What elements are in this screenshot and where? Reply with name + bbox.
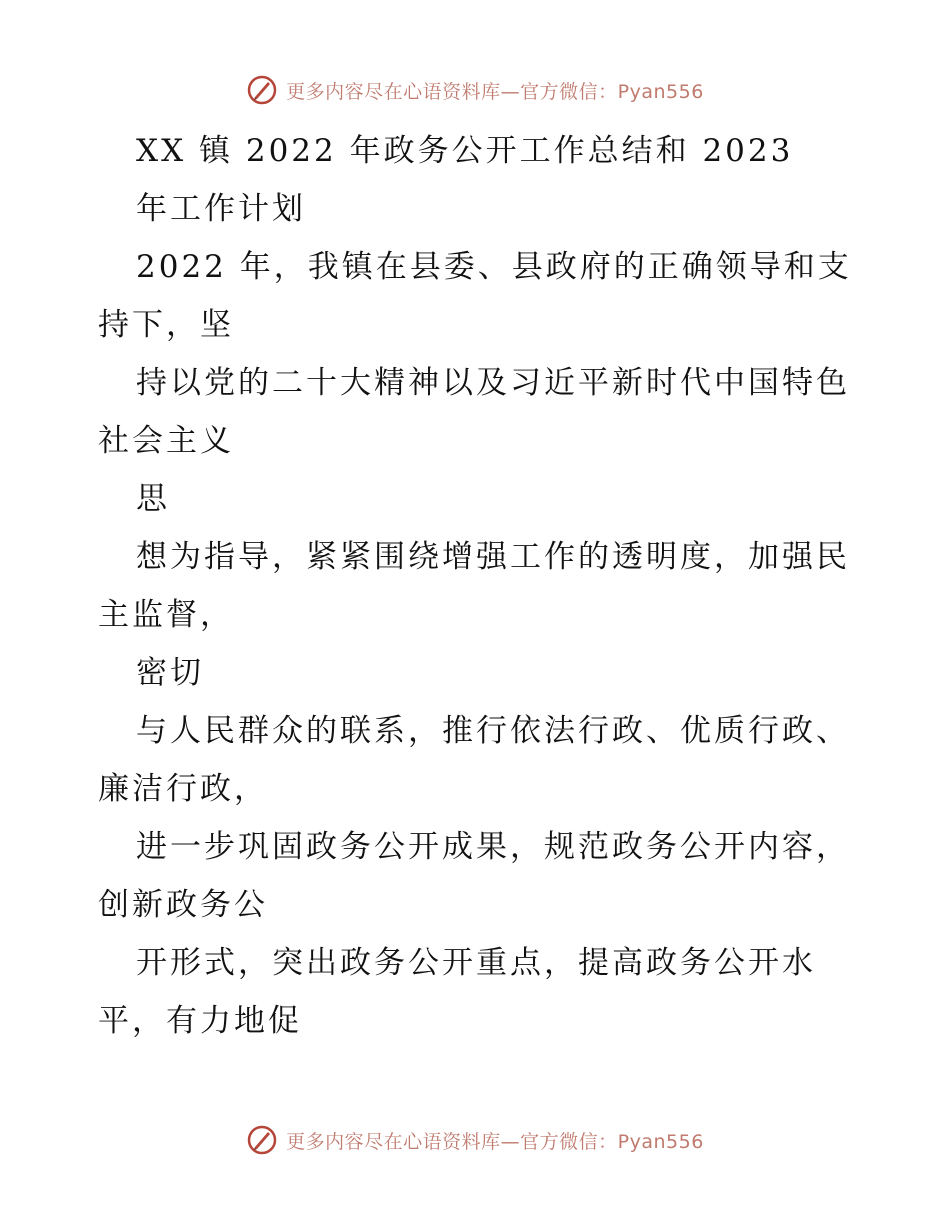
document-line: XX 镇 2022 年政务公开工作总结和 2023: [136, 133, 794, 169]
footer-watermark: [0, 1120, 950, 1160]
quill-logo-icon: [246, 74, 278, 106]
document-line: 想为指导，紧紧围绕增强工作的透明度，加强民: [136, 539, 850, 575]
quill-logo-icon: [246, 1124, 278, 1156]
document-line: 思: [136, 481, 170, 517]
document-line: 2022 年，我镇在县委、县政府的正确领导和支: [136, 249, 852, 285]
document-line: 年工作计划: [136, 191, 306, 227]
document-body: [98, 122, 878, 1050]
document-line: 密切: [136, 655, 204, 691]
document-line: 与人民群众的联系，推行依法行政、优质行政、: [136, 713, 850, 749]
watermark-text: 更多内容尽在心语资料库—官方微信：Pyan556: [286, 1130, 704, 1153]
document-line: 持下，坚: [98, 307, 234, 343]
header-watermark: [0, 70, 950, 110]
document-line: 开形式，突出政务公开重点，提高政务公开水: [136, 945, 816, 981]
document-line: 持以党的二十大精神以及习近平新时代中国特色: [136, 365, 850, 401]
document-line: 主监督，: [98, 597, 234, 633]
document-line: 廉洁行政，: [98, 771, 268, 807]
document-line: 进一步巩固政务公开成果，规范政务公开内容，: [136, 829, 850, 865]
document-line: 社会主义: [98, 423, 234, 459]
watermark-text: 更多内容尽在心语资料库—官方微信：Pyan556: [286, 80, 704, 103]
document-line: 平，有力地促: [98, 1003, 302, 1039]
document-line: 创新政务公: [98, 887, 268, 923]
